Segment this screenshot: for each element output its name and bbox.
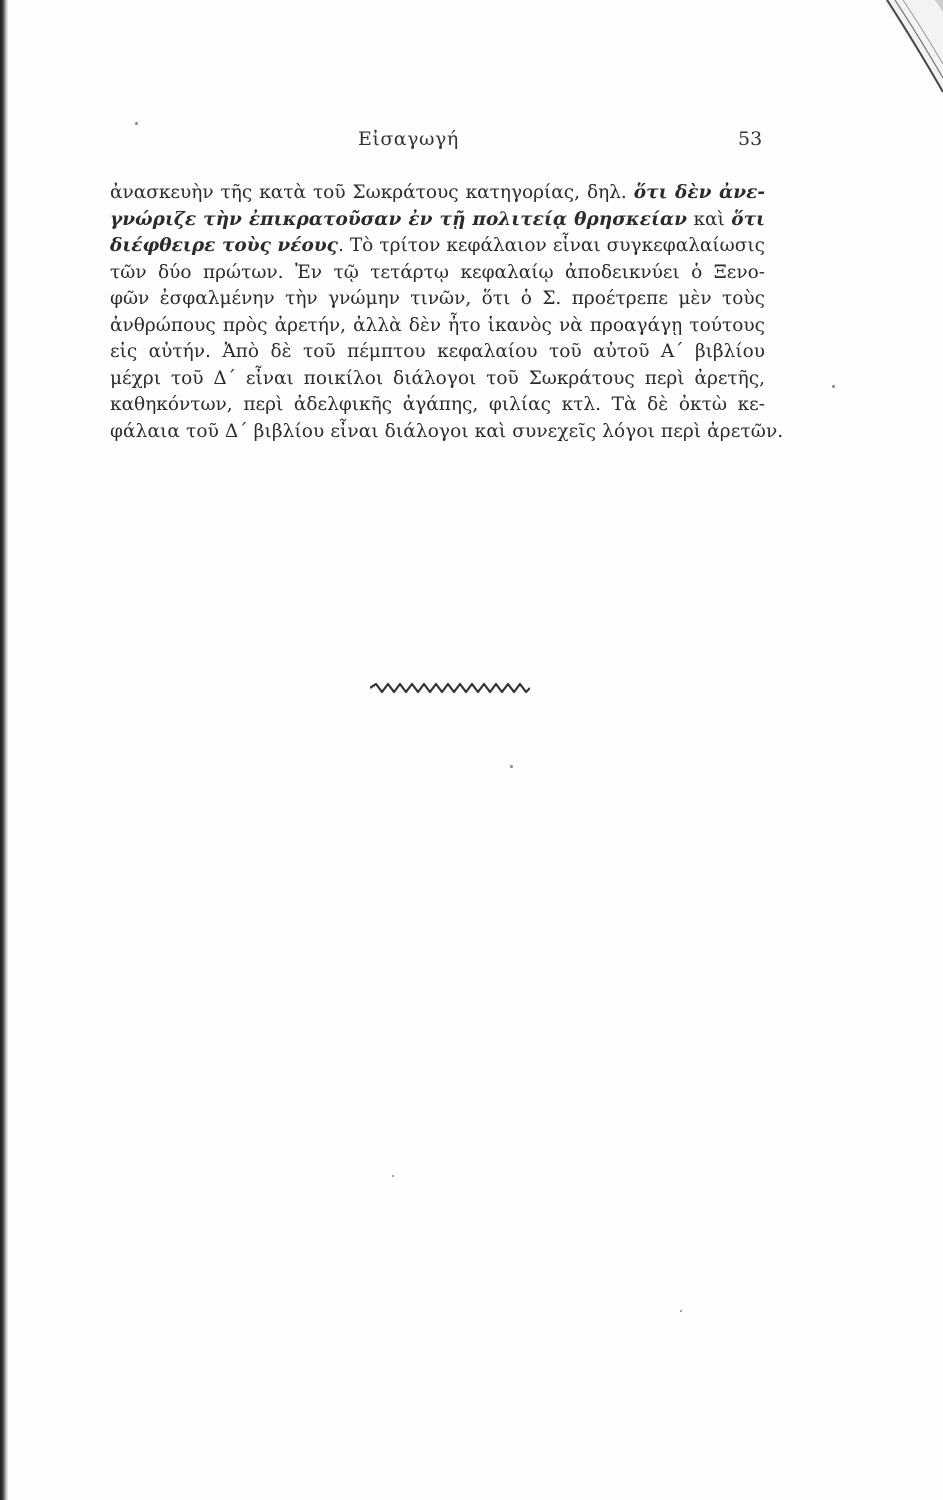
paper-speck bbox=[832, 385, 835, 388]
text-segment: φάλαια τοῦ Δ΄ βιβλίου εἶναι διάλογοι καὶ συνεχεῖς λόγοι περὶ ἀρετῶν. bbox=[110, 420, 784, 442]
emphasized-text: ὅτι bbox=[731, 208, 765, 230]
text-segment: καθηκόντων, περὶ ἀδελφικῆς ἀγάπης, φιλίας κτλ. Τὰ δὲ ὀκτὼ κε- bbox=[110, 394, 765, 415]
text-line bbox=[110, 313, 765, 340]
text-line bbox=[110, 419, 784, 446]
text-segment: μέχρι τοῦ Δ΄ εἶναι ποικίλοι διάλογοι τοῦ Σωκράτους περὶ ἀρετῆς, bbox=[110, 367, 765, 389]
text-segment: ἀνασκευὴν τῆς κατὰ τοῦ Σωκράτους κατηγορίας, δηλ. bbox=[110, 182, 634, 203]
paper-speck bbox=[135, 122, 138, 125]
running-title: Εἰσαγωγή bbox=[358, 128, 459, 150]
body-paragraph bbox=[110, 180, 784, 445]
text-line bbox=[110, 286, 765, 313]
emphasized-text: ὅτι δὲν ἀνε- bbox=[633, 182, 765, 203]
page-binding-edge bbox=[0, 0, 8, 1500]
emphasized-text: διέφθειρε τοὺς νέους bbox=[110, 235, 338, 256]
text-segment: . Τὸ τρίτον κεφάλαιον εἶναι συγκεφαλαίωσις bbox=[337, 235, 765, 256]
paper-speck bbox=[680, 1310, 682, 1312]
text-line bbox=[110, 339, 765, 366]
text-line bbox=[110, 180, 765, 207]
text-segment: εἰς αὐτήν. Ἀπὸ δὲ τοῦ πέμπτου κεφαλαίου τοῦ αὐτοῦ Α΄ βιβλίου bbox=[110, 341, 765, 362]
page-header bbox=[0, 128, 943, 158]
page-number: 53 bbox=[738, 128, 763, 150]
emphasized-text: γνώριζε τὴν ἐπικρατοῦσαν ἐν τῇ πολιτείᾳ θρησκείαν bbox=[110, 208, 687, 230]
text-segment: τῶν δύο πρώτων. Ἐν τῷ τετάρτῳ κεφαλαίῳ ἀποδεικνύει ὁ Ξενο- bbox=[110, 261, 765, 283]
page-corner-curl bbox=[843, 0, 943, 100]
text-line bbox=[110, 207, 765, 234]
text-line bbox=[110, 366, 765, 393]
paper-speck bbox=[510, 765, 513, 768]
text-line bbox=[110, 392, 765, 419]
text-segment: φῶν ἐσφαλμένην τὴν γνώμην τινῶν, ὅτι ὁ Σ. προέτρεπε μὲν τοὺς bbox=[110, 288, 765, 309]
paper-speck bbox=[392, 1175, 394, 1177]
text-line bbox=[110, 233, 765, 260]
text-segment: καὶ bbox=[687, 208, 732, 230]
wavy-divider-ornament bbox=[370, 682, 530, 694]
text-line bbox=[110, 260, 765, 287]
text-segment: ἀνθρώπους πρὸς ἀρετήν, ἀλλὰ δὲν ἦτο ἱκανὸς νὰ προαγάγῃ τούτους bbox=[110, 314, 765, 336]
